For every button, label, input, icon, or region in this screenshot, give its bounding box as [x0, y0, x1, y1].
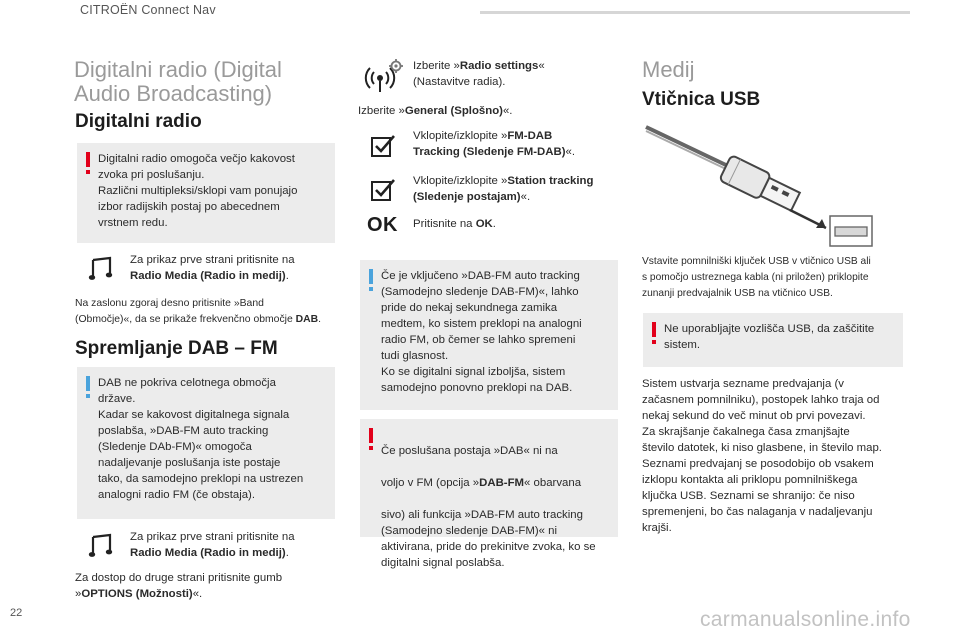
warn-line2-bold: DAB-FM — [479, 477, 525, 489]
options-open: » — [75, 588, 82, 600]
warning-text: Ne uporabljajte vozlišča USB, da zaščitite sistem. — [664, 323, 875, 351]
note2-post: . — [285, 547, 289, 559]
fm-dab-pre: Vklopite/izklopite » — [413, 130, 508, 142]
header-bar — [480, 11, 910, 14]
band-instruction — [75, 296, 345, 328]
radio-settings-bold: Radio settings — [459, 60, 539, 72]
ok-icon: OK — [367, 214, 398, 236]
page-title-line2: Audio Broadcasting) — [74, 81, 273, 106]
radio-settings-post: « — [538, 60, 545, 72]
music-note-icon — [88, 533, 114, 559]
general-pre: Izberite » — [358, 105, 405, 117]
fm-dab-post: «. — [565, 146, 576, 158]
warn-line1: Če poslušana postaja »DAB« ni na — [381, 445, 558, 457]
band-post: . — [318, 314, 322, 325]
warning-mark — [652, 322, 656, 337]
page-title — [74, 58, 282, 106]
info-text: DAB ne pokriva celotnega območja države. Kadar se kakovost digitalnega signala poslabša, »DAB-FM auto tracking (Sledenje DAb-FM)« omogoča nadaljevanje poslušanja iste postaje tako, da samodejno preklopi na ustrezen analogni radio FM (če obstaja). — [98, 377, 304, 501]
warn-line2-pre: voljo v FM (opcija » — [381, 477, 480, 489]
station-tracking-instruction — [413, 173, 618, 205]
warning-mark-dot — [369, 446, 373, 450]
note-first-page-1 — [130, 252, 340, 284]
info-mark-dot — [86, 394, 90, 398]
general-instruction — [358, 103, 618, 119]
band-line2: (Območje)«, da se prikaže frekvenčno območje — [75, 314, 296, 325]
fm-dab-bold2: Tracking (Sledenje FM-DAB) — [413, 146, 566, 158]
station-post: «. — [520, 191, 531, 203]
radio-settings-pre: Izberite » — [413, 60, 460, 72]
note1-post: . — [285, 270, 289, 282]
info-text: Če je vključeno »DAB-FM auto tracking (Samodejno sledenje DAB-FM)«, lahko pride do nekaj sekundnega zamika medtem, ko sistem preklopi na analogni radio FM, ob čemer se lahko spremeni tudi glasnost. Ko se digitalni signal izboljša, sistem samodejno ponovno preklopi na DAB. — [381, 270, 582, 394]
band-line1: Na zaslonu zgoraj desno pritisnite »Band — [75, 298, 264, 309]
general-bold: General (Splošno) — [404, 105, 503, 117]
ok-post: . — [492, 218, 496, 230]
warning-text: Digitalni radio omogoča večjo kakovost zvoka pri poslušanju. Različni multipleksi/sklopi vam ponujajo izbor radijskih postaj po abecednem vrstnem redu. — [98, 153, 298, 229]
info-box-dab-fm — [77, 367, 335, 519]
music-note-icon — [88, 256, 114, 282]
info-mark-dot — [369, 287, 373, 291]
options-instruction — [75, 570, 345, 602]
warning-mark-dot — [652, 340, 656, 344]
section-title-digital-radio: Digitalni radio — [75, 111, 202, 132]
options-post: «. — [192, 588, 203, 600]
usb-instruction: Vstavite pomnilniški ključek USB v vtičnico USB ali s pomočjo ustreznega kabla (ni priložen) priklopite zunanji predvajalnik USB na vtičnico USB. — [642, 256, 871, 299]
fm-dab-instruction — [413, 128, 613, 160]
note2-line1: Za prikaz prve strani pritisnite na — [130, 531, 295, 543]
warn-rest: sivo) ali funkcija »DAB-FM auto tracking (Samodejno sledenje DAB-FM)« ni aktivirana, pride do prekinitve zvoka, ko se digitalni signal poslabša. — [381, 509, 596, 569]
ok-instruction — [413, 216, 613, 232]
header-title: CITROËN Connect Nav — [80, 3, 216, 17]
usb-illustration — [640, 120, 880, 250]
note1-line1: Za prikaz prve strani pritisnite na — [130, 254, 295, 266]
warning-mark — [86, 152, 90, 167]
ok-pre: Pritisnite na — [413, 218, 476, 230]
warning-box-signal — [360, 419, 618, 569]
section-title-usb: Vtičnica USB — [642, 89, 761, 110]
radio-settings-line2: (Nastavitve radia). — [413, 76, 506, 88]
band-bold: DAB — [295, 314, 319, 325]
section-title-media: Medij — [642, 57, 695, 82]
info-mark — [369, 269, 373, 284]
page-number: 22 — [10, 607, 23, 619]
section-title-dab-fm: Spremljanje DAB – FM — [75, 338, 278, 359]
note-first-page-2 — [130, 529, 340, 561]
station-bold1: Station tracking — [507, 175, 594, 187]
warning-text — [381, 427, 615, 587]
warning-box-digital-radio — [77, 143, 335, 243]
station-bold2: (Sledenje postajam) — [413, 191, 521, 203]
warn-line2-post: « obarvana — [524, 477, 582, 489]
warning-mark — [369, 428, 373, 443]
warning-mark-dot — [86, 170, 90, 174]
general-post: «. — [502, 105, 513, 117]
options-line1: Za dostop do druge strani pritisnite gumb — [75, 572, 283, 584]
note1-bold: Radio Media (Radio in medij) — [130, 270, 286, 282]
note2-bold: Radio Media (Radio in medij) — [130, 547, 286, 559]
checkbox-icon — [370, 133, 396, 159]
checkbox-icon — [370, 177, 396, 203]
radio-settings-instruction — [413, 58, 613, 90]
page-title-line1: Digitalni radio (Digital — [74, 57, 282, 82]
radio-settings-icon — [364, 58, 404, 94]
fm-dab-bold1: FM-DAB — [507, 130, 553, 142]
info-mark — [86, 376, 90, 391]
ok-bold: OK — [475, 218, 493, 230]
warning-box-usb-hub — [643, 313, 903, 367]
usb-body-text: Sistem ustvarja sezname predvajanja (v začasnem pomnilniku), postopek lahko traja od nekaj sekund do več minut ob prvi povezavi. Za skrajšanje čakalnega časa zmanjšajte število datotek, ki niso glasbene, in število map. Seznami predvajanj se posodobijo ob vsakem izklopu kontakta ali priklopu pomnilniškega ključka USB. Seznami se shranijo: če niso spremenjeni, bo čas nalaganja v nadaljevanju krajši. — [642, 378, 882, 534]
station-pre: Vklopite/izklopite » — [413, 175, 508, 187]
options-bold: OPTIONS (Možnosti) — [81, 588, 193, 600]
watermark: carmanualsonline.info — [700, 608, 911, 631]
info-box-auto-tracking — [360, 260, 618, 410]
